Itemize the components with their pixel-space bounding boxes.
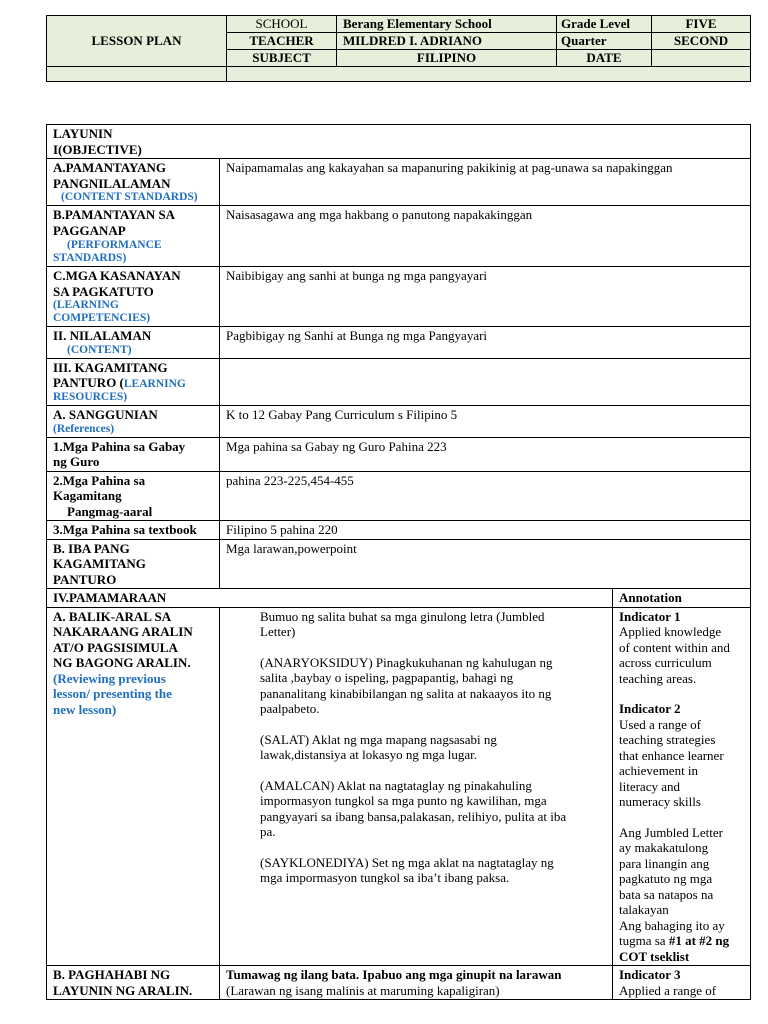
content-standards-label-2: PANGNILALAMAN — [53, 175, 171, 191]
item-3-line-2: impormasyon tungkol sa mga punto ng kawilihan, mga — [260, 793, 547, 808]
quarter-value: SECOND — [652, 33, 751, 50]
indicator-2-line-2: teaching strategies — [619, 732, 716, 747]
indicator-1-line-1: Applied knowledge — [619, 624, 722, 639]
content-sub: (CONTENT) — [67, 343, 132, 356]
objective-row — [47, 125, 751, 159]
learner-pages-label-1: 2.Mga Pahina sa — [53, 472, 146, 488]
performance-standards-label-1: B.PAMANTAYAN SA — [53, 207, 176, 222]
review-label-3: AT/O PAGSISIMULA — [53, 639, 178, 655]
textbook-pages-row — [47, 521, 751, 540]
other-resources-label-1: B. IBA PANG — [53, 540, 130, 556]
purpose-line-2: (Larawan ng isang malinis at maruming kapaligiran) — [226, 982, 500, 998]
purpose-row — [47, 966, 751, 1000]
item-1-line-2: salita ,baybay o ispeling, pagpapantig, bahagi ng — [260, 670, 514, 685]
review-sub-3: new lesson) — [53, 701, 117, 717]
procedure-label: IV.PAMAMARAAN — [47, 589, 613, 608]
guide-pages-label-1: 1.Mga Pahina sa Gabay — [53, 438, 186, 454]
content-standards-label-1: A.PAMANTAYANG — [53, 160, 167, 175]
procedure-row — [47, 589, 751, 608]
review-annotation — [613, 607, 751, 966]
purpose-label-2: LAYUNIN NG ARALIN. — [53, 982, 193, 998]
competencies-row — [47, 267, 751, 327]
references-row — [47, 406, 751, 438]
indicator-2-line-3: that enhance learner — [619, 747, 724, 763]
review-row — [47, 607, 751, 966]
item-2-line-1: (SALAT) Aklat ng mga mapang nagsasabi ng — [260, 731, 497, 747]
jumbled-instruction-2: Letter) — [260, 624, 296, 639]
content-label: II. NILALAMAN — [53, 328, 152, 343]
performance-standards-label-2: PAGGANAP — [53, 222, 126, 238]
header-spacer — [47, 67, 227, 82]
subject-value: FILIPINO — [337, 50, 557, 67]
learner-pages-label-3: Pangmag-aaral — [67, 503, 153, 519]
performance-standards-sub-1: (PERFORMANCE — [67, 239, 162, 251]
jumbled-instruction-1: Bumuo ng salita buhat sa mga ginulong letra (Jumbled — [260, 608, 545, 624]
resources-sub-2: RESOURCES) — [53, 391, 128, 403]
indicator-1-line-4: teaching areas. — [619, 670, 697, 686]
purpose-annotation — [613, 966, 751, 1000]
quarter-label: Quarter — [557, 33, 652, 50]
content-row — [47, 327, 751, 359]
item-1-line-3: pananalitang kinabibilangan ng salita at nakaayos ito ng — [260, 685, 552, 701]
item-3-line-3: pangyayari sa ibang bansa,palakasan, relihiyo, pulita at iba — [260, 808, 567, 824]
header-empty-row — [227, 67, 751, 82]
item-1-line-1: (ANARYOKSIDUY) Pinagkukuhanan ng kahulugan ng — [260, 654, 553, 670]
note-line-3: para linangin ang — [619, 855, 710, 871]
review-sub-1: (Reviewing previous — [53, 670, 166, 686]
learner-pages-label-2: Kagamitang — [53, 488, 122, 503]
indicator-2-line-6: numeracy skills — [619, 794, 701, 809]
grade-level-label: Grade Level — [557, 16, 652, 33]
subject-label: SUBJECT — [227, 50, 337, 67]
indicator-3-title: Indicator 3 — [619, 967, 681, 982]
objective-label-2: I(OBJECTIVE) — [53, 141, 142, 157]
teacher-value: MILDRED I. ADRIANO — [337, 33, 557, 50]
performance-standards-row — [47, 206, 751, 267]
learner-pages-row — [47, 471, 751, 521]
indicator-2-title: Indicator 2 — [619, 701, 681, 716]
review-label-4: NG BAGONG ARALIN. — [53, 655, 191, 670]
item-3-line-4: pa. — [260, 824, 276, 839]
item-4-line-1: (SAYKLONEDIYA) Set ng mga aklat na nagtataglay ng — [260, 854, 554, 870]
resources-sub-1: LEARNING — [123, 378, 186, 390]
note-line-8-text: tugma sa — [619, 933, 669, 948]
purpose-label-1: B. PAGHAHABI NG — [53, 967, 171, 982]
other-resources-label-2: KAGAMITANG — [53, 556, 146, 571]
content-standards-value: Naipamamalas ang kakayahan sa mapanuring pakikinig at pag-unawa sa napakinggan — [220, 159, 751, 206]
performance-standards-value: Naisasagawa ang mga hakbang o panutong napakakinggan — [220, 206, 751, 267]
note-line-8 — [619, 933, 744, 949]
note-line-1: Ang Jumbled Letter — [619, 824, 723, 840]
indicator-1-line-2: of content within and — [619, 639, 730, 655]
other-resources-label-3: PANTURO — [53, 571, 117, 587]
note-line-2: ay makakatulong — [619, 840, 709, 855]
note-line-8-bold: #1 at #2 ng — [668, 933, 730, 948]
date-label: DATE — [557, 50, 652, 67]
lesson-plan-table — [46, 124, 751, 1000]
note-line-6: talakayan — [619, 902, 669, 917]
guide-pages-value: Mga pahina sa Gabay ng Guro Pahina 223 — [220, 437, 751, 471]
resources-label-2: PANTURO ( — [53, 375, 124, 390]
item-2-line-2: lawak,distansiya at lokasyo ng mga lugar. — [260, 747, 477, 762]
date-value — [652, 50, 751, 67]
learner-pages-value: pahina 223-225,454-455 — [220, 471, 751, 521]
textbook-pages-value: Filipino 5 pahina 220 — [220, 521, 751, 540]
references-label: A. SANGGUNIAN — [53, 407, 158, 422]
objective-label-1: LAYUNIN — [53, 126, 113, 141]
competencies-label-2: SA PAGKATUTO — [53, 283, 154, 299]
resources-label-1: III. KAGAMITANG — [53, 359, 168, 375]
references-value: K to 12 Gabay Pang Curriculum s Filipino 5 — [220, 406, 751, 438]
item-1-line-4: paalpabeto. — [260, 701, 320, 716]
resources-value — [220, 358, 751, 406]
content-value: Pagbibigay ng Sanhi at Bunga ng mga Pangyayari — [220, 327, 751, 359]
textbook-pages-label: 3.Mga Pahina sa textbook — [53, 522, 197, 537]
guide-pages-row — [47, 437, 751, 471]
content-standards-row — [47, 159, 751, 206]
item-4-line-2: mga impormasyon tungkol sa iba’t ibang paksa. — [260, 870, 510, 885]
indicator-3-line-1: Applied a range of — [619, 982, 717, 998]
guide-pages-label-2: ng Guro — [53, 454, 100, 469]
lesson-plan-header — [46, 15, 751, 82]
indicator-2-line-4: achievement in — [619, 763, 699, 778]
indicator-2-line-5: literacy and — [619, 778, 680, 794]
item-3-line-1: (AMALCAN) Aklat na nagtataglay ng pinakahuling — [260, 777, 532, 793]
teacher-label: TEACHER — [227, 33, 337, 50]
review-label-1: A. BALIK-ARAL SA — [53, 608, 172, 624]
grade-level-value: FIVE — [652, 16, 751, 33]
competencies-sub-1: (LEARNING — [53, 299, 119, 311]
review-label-2: NAKARAANG ARALIN — [53, 624, 193, 639]
purpose-line-1: Tumawag ng ilang bata. Ipabuo ang mga ginupit na larawan — [226, 967, 562, 982]
lesson-plan-title: LESSON PLAN — [47, 16, 227, 67]
review-sub-2: lesson/ presenting the — [53, 686, 172, 701]
resources-row — [47, 358, 751, 406]
other-resources-row — [47, 539, 751, 589]
competencies-label-1: C.MGA KASANAYAN — [53, 268, 181, 283]
content-standards-sub: (CONTENT STANDARDS) — [61, 191, 198, 203]
indicator-1-title: Indicator 1 — [619, 608, 681, 624]
performance-standards-sub-2: STANDARDS) — [53, 252, 127, 264]
competencies-sub-2: COMPETENCIES) — [53, 312, 151, 324]
review-activity — [220, 607, 613, 966]
other-resources-value: Mga larawan,powerpoint — [220, 539, 751, 589]
school-value: Berang Elementary School — [337, 16, 557, 33]
annotation-header: Annotation — [613, 589, 751, 608]
note-line-5: bata sa natapos na — [619, 886, 714, 902]
indicator-2-line-1: Used a range of — [619, 716, 701, 732]
references-sub: (References) — [53, 422, 115, 435]
note-line-4: pagkatuto ng mga — [619, 871, 713, 886]
indicator-1-line-3: across curriculum — [619, 655, 712, 670]
note-line-9: COT tseklist — [619, 948, 690, 964]
purpose-activity — [220, 966, 613, 1000]
note-line-7: Ang bahaging ito ay — [619, 917, 725, 933]
school-label: SCHOOL — [227, 16, 337, 33]
competencies-value: Naibibigay ang sanhi at bunga ng mga pangyayari — [220, 267, 751, 327]
